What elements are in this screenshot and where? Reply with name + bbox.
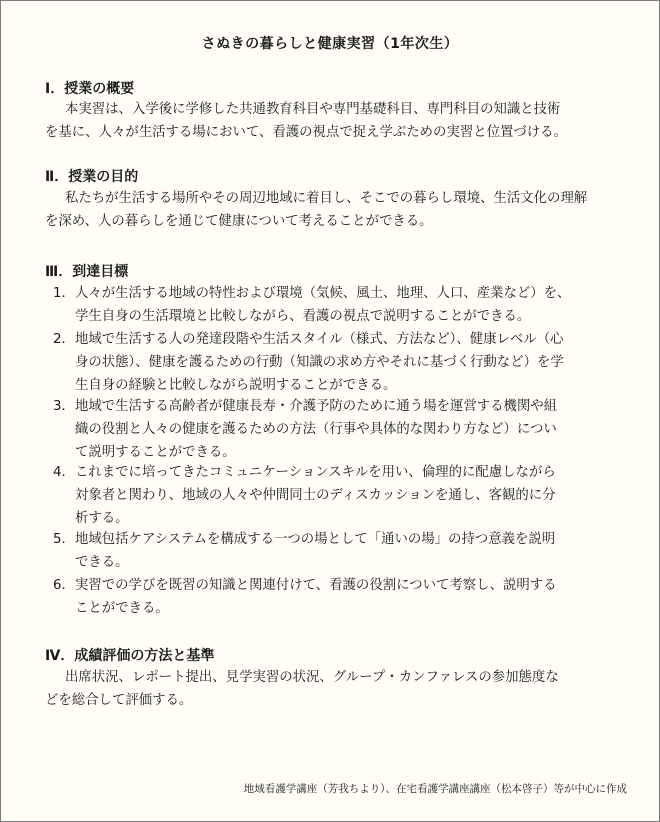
goal-line: 地域で生活する人の発達段階や生活スタイル（様式、方法など）、健康レベル（心 xyxy=(75,332,564,347)
goal-number: 2． xyxy=(53,332,75,347)
goal-line: ことができる。 xyxy=(75,601,169,616)
goal-line: 地域包括ケアシステムを構成する一つの場として「通いの場」の持つ意義を説明 xyxy=(75,532,556,547)
section-purpose-body xyxy=(45,187,625,233)
section-evaluation-body xyxy=(45,666,625,712)
overview-line: を基に、人々が生活する場において、看護の視点で捉え学ぶための実習と位置づける。 xyxy=(45,125,567,140)
goal-number: 1． xyxy=(53,286,75,301)
document-title: さぬきの暮らしと健康実習（1年次生） xyxy=(201,36,459,52)
section-purpose-heading: Ⅱ．授業の目的 xyxy=(45,169,139,185)
goal-number: 5． xyxy=(53,532,75,547)
section-overview-heading: Ⅰ．授業の概要 xyxy=(45,81,135,97)
goal-item-2 xyxy=(45,328,625,397)
goal-line: 織の役割と人々の健康を護るための方法（行事や具体的な関わり方など）につい xyxy=(75,422,557,437)
goal-item-4 xyxy=(45,461,625,530)
goal-number: 3． xyxy=(53,399,75,414)
goal-line: 実習での学びを既習の知識と関連付けて、看護の役割について考察し、説明する xyxy=(75,578,557,593)
evaluation-line: どを総合して評価する。 xyxy=(45,693,193,708)
goal-number: 4． xyxy=(53,465,75,480)
goal-number: 6． xyxy=(53,578,75,593)
goal-line: 人々が生活する地域の特性および環境（気候、風土、地理、人口、産業など）を、 xyxy=(75,286,571,301)
goal-item-3 xyxy=(45,395,625,464)
evaluation-line: 出席状況、レポート提出、見学実習の状況、グループ・カンファレスの参加態度な xyxy=(65,670,559,685)
goal-item-5 xyxy=(45,528,625,574)
goal-line: 生自身の経験と比較しながら説明することができる。 xyxy=(75,378,397,393)
purpose-line: を深め、人の暮らしを通じて健康について考えることができる。 xyxy=(45,214,433,229)
purpose-line: 私たちが生活する場所やその周辺地域に着目し、そこでの暮らし環境、生活文化の理解 xyxy=(65,191,588,206)
goal-line: これまでに培ってきたコミュニケーションスキルを用い、倫理的に配慮しながら xyxy=(75,465,556,480)
section-goals-heading: Ⅲ．到達目標 xyxy=(45,264,129,280)
goal-line: 析する。 xyxy=(75,511,129,526)
goal-item-6 xyxy=(45,574,625,620)
overview-line: 本実習は、入学後に学修した共通教育科目や専門基礎科目、専門科目の知識と技術 xyxy=(65,102,561,117)
goal-line: 地域で生活する高齢者が健康長寿・介護予防のために通う場を運営する機関や組 xyxy=(75,399,558,414)
goal-item-1 xyxy=(45,282,625,328)
goal-line: 対象者と関わり、地域の人々や仲間同士のディスカッションを通し、客観的に分 xyxy=(75,488,556,503)
goal-line: できる。 xyxy=(75,555,129,570)
section-overview-body xyxy=(45,98,625,144)
goal-line: 学生自身の生活環境と比較しながら、看護の視点で説明することができる。 xyxy=(75,309,531,324)
goal-line: 身の状態）、健康を護るための行動（知識の求め方やそれに基づく行動など）を学 xyxy=(75,355,564,370)
section-evaluation-heading: Ⅳ．成績評価の方法と基準 xyxy=(45,648,215,664)
goal-line: て説明することができる。 xyxy=(75,445,236,460)
authorship-footer: 地域看護学講座（芳我ちより）、在宅看護学講座講座（松本啓子）等が中心に作成 xyxy=(243,783,627,795)
